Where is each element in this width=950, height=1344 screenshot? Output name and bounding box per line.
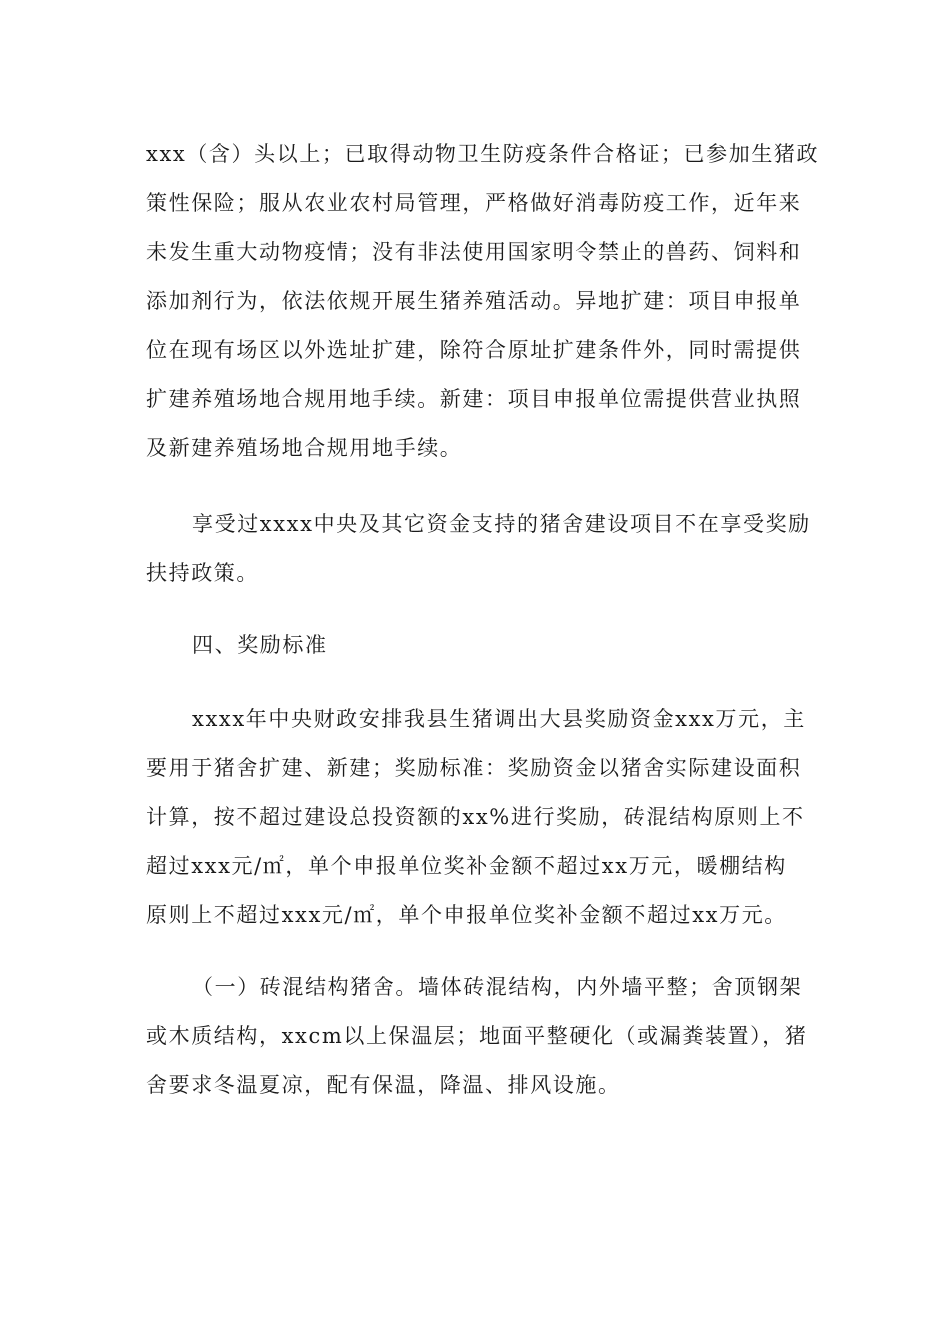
paragraph-2-line-1: 享受过xxxx中央及其它资金支持的猪舍建设项目不在享受奖励 xyxy=(192,512,811,536)
paragraph-3-line-4: 超过xxx元/㎡，单个申报单位奖补金额不超过xx万元，暖棚结构 xyxy=(146,854,787,878)
paragraph-1-line-4: 添加剂行为，依法依规开展生猪养殖活动。异地扩建：项目申报单 xyxy=(146,289,802,313)
paragraph-4-line-1: （一）砖混结构猪舍。墙体砖混结构，内外墙平整；舍顶钢架 xyxy=(192,975,803,999)
paragraph-1-line-7: 及新建养殖场地合规用地手续。 xyxy=(146,436,463,460)
paragraph-3-line-5: 原则上不超过xxx元/㎡，单个申报单位奖补金额不超过xx万元。 xyxy=(146,903,787,927)
paragraph-4-line-3: 舍要求冬温夏凉，配有保温，降温、排风设施。 xyxy=(146,1073,621,1097)
paragraph-1-line-1: xxx（含）头以上；已取得动物卫生防疫条件合格证；已参加生猪政 xyxy=(146,142,820,166)
paragraph-1-line-3: 未发生重大动物疫情；没有非法使用国家明令禁止的兽药、饲料和 xyxy=(146,240,802,264)
paragraph-3-line-1: xxxx年中央财政安排我县生猪调出大县奖励资金xxx万元，主 xyxy=(192,707,806,731)
paragraph-4-line-2: 或木质结构，xxcm以上保温层；地面平整硬化（或漏粪装置），猪 xyxy=(146,1024,808,1048)
paragraph-1-line-5: 位在现有场区以外选址扩建，除符合原址扩建条件外，同时需提供 xyxy=(146,338,802,362)
paragraph-3-line-2: 要用于猪舍扩建、新建；奖励标准：奖励资金以猪舍实际建设面积 xyxy=(146,756,802,780)
paragraph-2-line-2: 扶持政策。 xyxy=(146,561,259,585)
section-heading: 四、奖励标准 xyxy=(192,633,328,657)
paragraph-3-line-3: 计算，按不超过建设总投资额的xx%进行奖励，砖混结构原则上不 xyxy=(146,805,805,829)
paragraph-1-line-2: 策性保险；服从农业农村局管理，严格做好消毒防疫工作，近年来 xyxy=(146,191,802,215)
paragraph-1-line-6: 扩建养殖场地合规用地手续。新建：项目申报单位需提供营业执照 xyxy=(146,387,802,411)
